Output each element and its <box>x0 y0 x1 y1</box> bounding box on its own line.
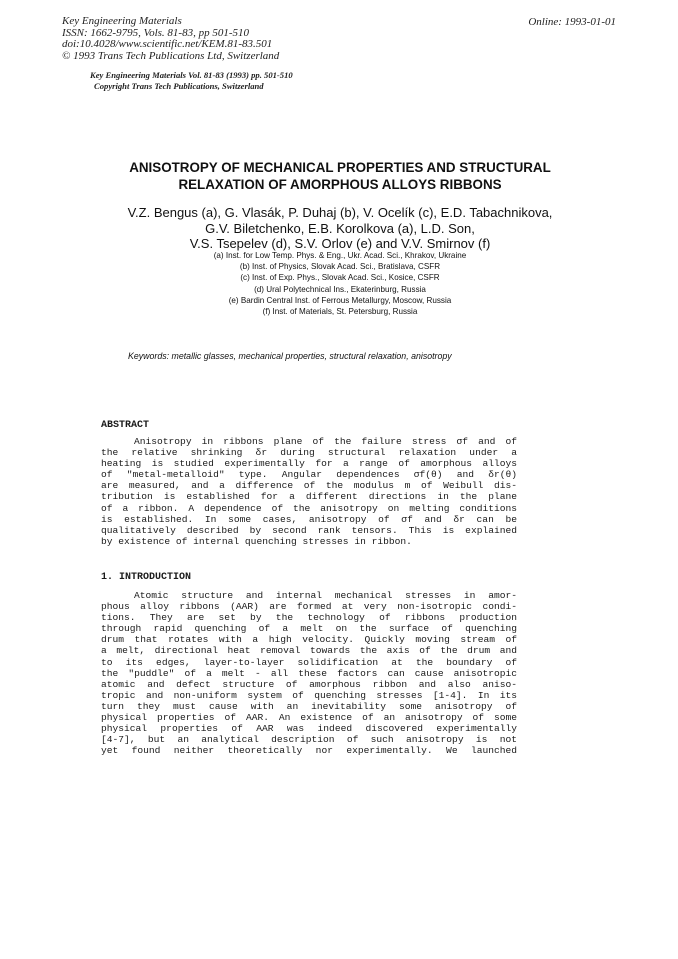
abstract-body <box>101 436 517 547</box>
publication-doi: doi:10.4028/www.scientific.net/KEM.81-83.501 <box>62 38 273 50</box>
intro-line: tions. They are set by the technology of ribbons production <box>101 612 517 624</box>
intro-line: the "puddle" of a melt - all these factors can cause anisotropic <box>101 667 517 679</box>
intro-line: physical properties of AAR. An existence of an anisotropy of some <box>101 712 517 724</box>
journal-header-line: Key Engineering Materials Vol. 81-83 (1993) pp. 501-510 <box>90 70 293 80</box>
intro-line: Atomic structure and internal mechanical stresses in amor- <box>134 590 517 601</box>
abstract-line: heating is studied experimentally for a range of amorphous alloys <box>101 458 517 470</box>
author-list <box>60 205 620 252</box>
abstract-line: is established. In some cases, anisotropy of σf and δr can be <box>101 513 517 525</box>
keywords: Keywords: metallic glasses, mechanical properties, structural relaxation, anisotropy <box>128 351 452 361</box>
intro-line: tropic and non-uniform system of quenching stresses [1-4]. In its <box>101 689 517 701</box>
abstract-line: Anisotropy in ribbons plane of the failure stress σf and of <box>134 436 517 447</box>
author-line: V.S. Tsepelev (d), S.V. Orlov (e) and V.V. Smirnov (f) <box>189 236 491 251</box>
author-line: G.V. Biletchenko, E.B. Korolkova (a), L.D. Son, <box>205 220 475 236</box>
abstract-line: by existence of internal quenching stresses in ribbon. <box>101 535 412 547</box>
affiliation-list <box>60 250 620 317</box>
journal-header <box>90 70 293 91</box>
introduction-heading: 1. INTRODUCTION <box>101 572 192 583</box>
abstract-heading: ABSTRACT <box>101 420 150 431</box>
publication-journal: Key Engineering Materials <box>62 15 182 27</box>
affiliation-line: (c) Inst. of Exp. Phys., Slovak Acad. Sci., Kosice, CSFR <box>240 273 440 283</box>
affiliation-line: (b) Inst. of Physics, Slovak Acad. Sci., Bratislava, CSFR <box>239 262 441 272</box>
intro-line: a melt, directional heat removal towards the axis of the drum and <box>101 645 517 657</box>
publication-issn: ISSN: 1662-9795, Vols. 81-83, pp 501-510 <box>62 26 249 39</box>
abstract-line: of a ribbon. A dependence of the anisotropy on melting conditions <box>101 502 517 514</box>
publication-copyright: © 1993 Trans Tech Publications Ltd, Switzerland <box>62 49 280 62</box>
publication-info <box>62 16 392 62</box>
title-line: RELAXATION OF AMORPHOUS ALLOYS RIBBONS <box>178 176 502 192</box>
abstract-line: qualitatively described by second rank tensors. This is explained <box>101 524 517 536</box>
affiliation-line: (f) Inst. of Materials, St. Petersburg, Russia <box>262 307 418 317</box>
affiliation-line: (d) Ural Polytechnical Ins., Ekaterinburg, Russia <box>254 284 426 294</box>
affiliation-line: (a) Inst. for Low Temp. Phys. & Eng., Ukr. Acad. Sci., Khrakov, Ukraine <box>213 251 467 260</box>
paper-title <box>60 160 620 193</box>
journal-copyright-line: Copyright Trans Tech Publications, Switzerland <box>94 80 264 91</box>
intro-line: through rapid quenching of a melt on the surface of quenching <box>101 623 517 635</box>
title-line: ANISOTROPY OF MECHANICAL PROPERTIES AND STRUCTURAL <box>129 160 551 175</box>
intro-line: [4-7], but an analytical description of such anisotropy is not <box>101 734 517 746</box>
abstract-line: are measured, and a difference of the modulus m of Weibull dis- <box>101 480 517 492</box>
intro-line: drum that rotates with a high velocity. Quickly moving stream of <box>101 634 517 646</box>
intro-line: physical properties of AAR was indeed discovered experimentally <box>101 723 517 735</box>
affiliation-line: (e) Bardin Central Inst. of Ferrous Metallurgy, Moscow, Russia <box>228 295 452 305</box>
abstract-line: the relative shrinking δr during structural relaxation under a <box>101 447 517 459</box>
intro-line: atomic and defect structure of amorphous ribbon and also aniso- <box>101 678 517 690</box>
intro-line: phous alloy ribbons (AAR) are formed at very non-isotropic condi- <box>101 601 517 613</box>
intro-line: to its edges, layer-to-layer solidification at the boundary of <box>101 656 517 668</box>
abstract-line: of "metal-metalloid" type. Angular dependences σf(θ) and δr(θ) <box>101 469 517 481</box>
author-line: V.Z. Bengus (a), G. Vlasák, P. Duhaj (b), V. Ocelík (c), E.D. Tabachnikova, <box>127 205 553 220</box>
abstract-line: tribution is established for a different directions in the plane <box>101 491 517 503</box>
introduction-body <box>101 590 517 756</box>
online-date: Online: 1993-01-01 <box>528 16 616 28</box>
intro-line: yet found neither theoretically nor experimentally. We launched <box>101 745 517 757</box>
intro-line: turn they must cause with an inevitability some anisotropy of <box>101 700 517 712</box>
